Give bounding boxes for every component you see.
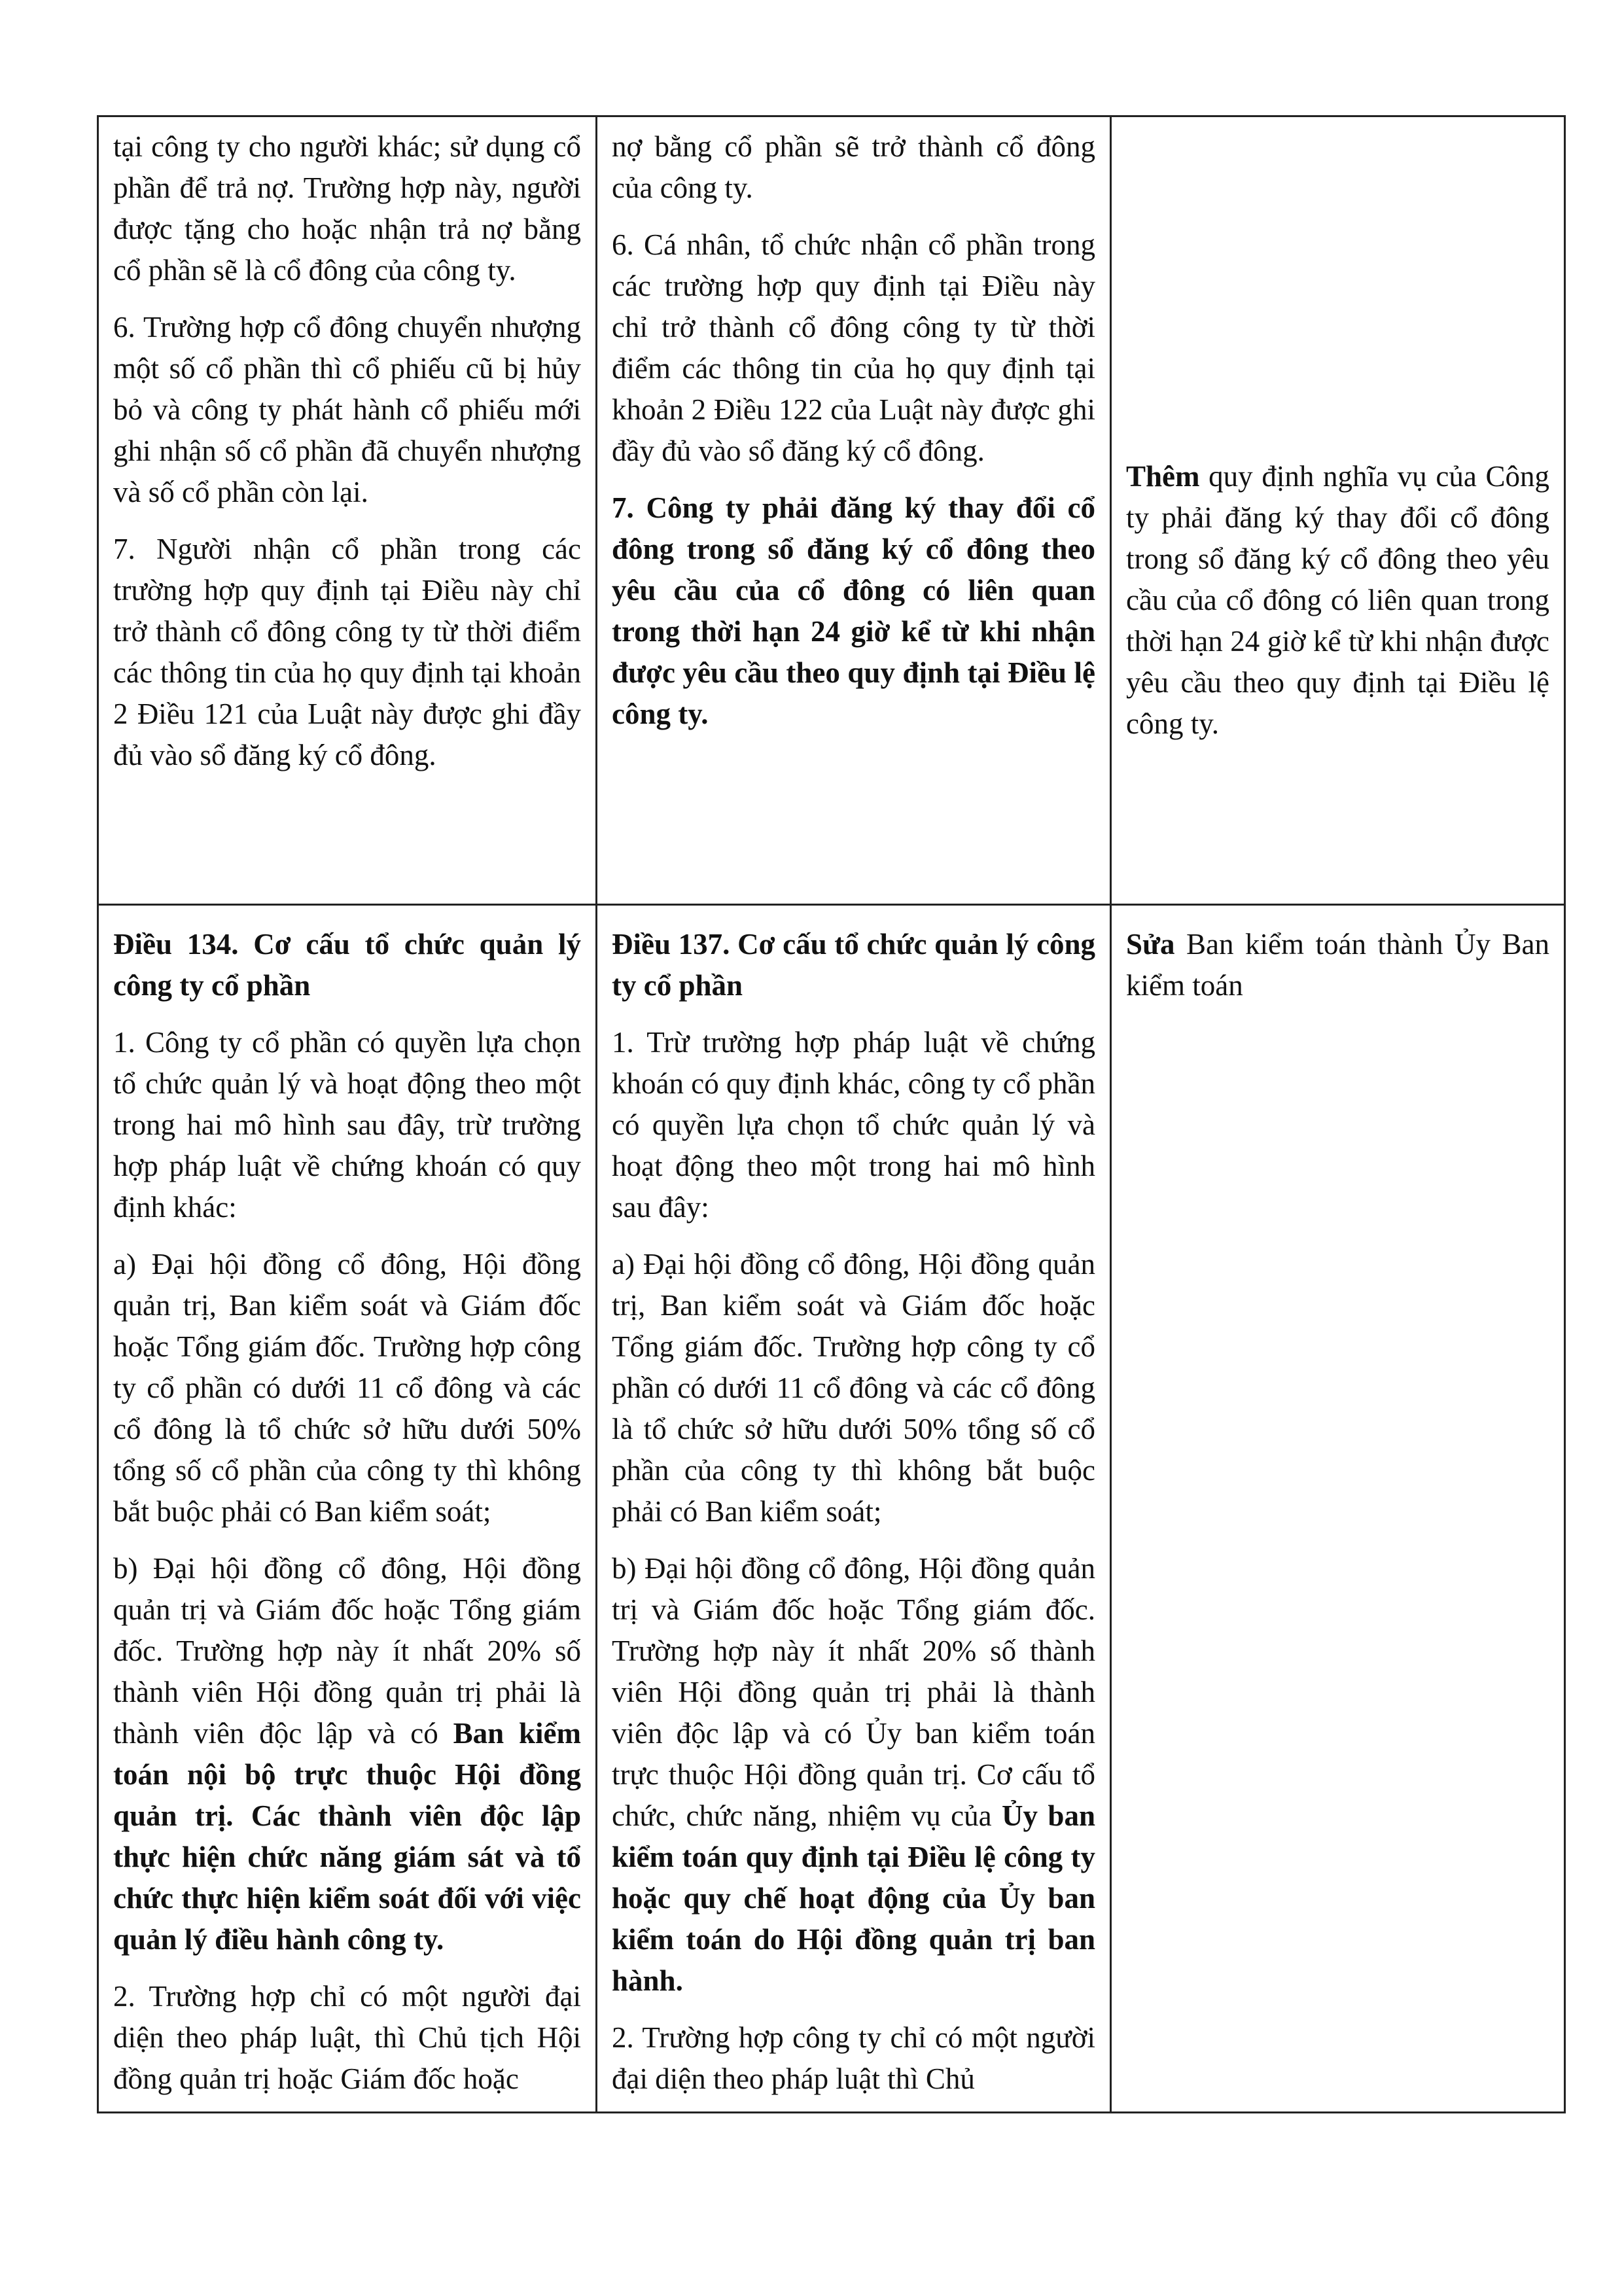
new-paragraph-bold: 7. Công ty phải đăng ký thay đổi cổ đông trong sổ đăng ký cổ đông theo yêu cầu của cổ đông có liên quan trong thời hạn 24 giờ kể từ khi nhận được yêu cầu theo quy định tại Điều lệ công ty. bbox=[612, 491, 1095, 730]
comparison-table bbox=[97, 115, 1566, 2113]
new-text-bold: Ủy ban kiểm toán quy định tại Điều lệ công ty hoặc quy chế hoạt động của Ủy ban kiểm toán do Hội đồng quản trị ban hành. bbox=[612, 1799, 1095, 1997]
old-paragraph: 2. Trường hợp chỉ có một người đại diện theo pháp luật, thì Chủ tịch Hội đồng quản trị hoặc Giám đốc hoặc bbox=[113, 1980, 581, 2095]
change-type: Thêm bbox=[1126, 460, 1200, 493]
new-paragraph: a) Đại hội đồng cổ đông, Hội đồng quản trị, Ban kiểm soát và Giám đốc hoặc Tổng giám đốc. Trường hợp công ty cổ phần có dưới 11 cổ đông và các cổ đông là tổ chức sở hữu dưới 50% tổng số cổ phần của công ty thì không bắt buộc phải có Ban kiểm soát; bbox=[612, 1248, 1095, 1528]
old-text-bold: Ban kiểm toán nội bộ trực thuộc Hội đồng quản trị. Các thành viên độc lập thực hiện chức năng giám sát và tổ chức thực hiện kiểm soát đối với việc quản lý điều hành công ty. bbox=[113, 1717, 581, 1956]
change-note-cell bbox=[1111, 116, 1565, 905]
comparison-document bbox=[97, 115, 1564, 2113]
change-note-cell bbox=[1111, 905, 1565, 2113]
old-law-cell bbox=[98, 905, 597, 2113]
article-title: Điều 137. Cơ cấu tổ chức quản lý công ty cổ phần bbox=[612, 928, 1095, 1002]
article-title: Điều 134. Cơ cấu tổ chức quản lý công ty cổ phần bbox=[113, 928, 581, 1002]
new-law-cell bbox=[597, 116, 1111, 905]
new-paragraph: 2. Trường hợp công ty chỉ có một người đại diện theo pháp luật thì Chủ bbox=[612, 2021, 1095, 2095]
change-description: quy định nghĩa vụ của Công ty phải đăng ký thay đổi cổ đông trong sổ đăng ký cổ đông theo yêu cầu của cổ đông có liên quan trong thời hạn 24 giờ kể từ khi nhận được yêu cầu theo quy định tại Điều lệ công ty. bbox=[1126, 460, 1549, 740]
old-paragraph: tại công ty cho người khác; sử dụng cổ phần để trả nợ. Trường hợp này, người được tặng cho hoặc nhận trả nợ bằng cổ phần sẽ là cổ đông của công ty. bbox=[113, 130, 581, 287]
old-paragraph: a) Đại hội đồng cổ đông, Hội đồng quản trị, Ban kiểm soát và Giám đốc hoặc Tổng giám đốc. Trường hợp công ty cổ phần có dưới 11 cổ đông và các cổ đông là tổ chức sở hữu dưới 50% tổng số cổ phần của công ty thì không bắt buộc phải có Ban kiểm soát; bbox=[113, 1248, 581, 1528]
old-paragraph: 1. Công ty cổ phần có quyền lựa chọn tổ chức quản lý và hoạt động theo một trong hai mô hình sau đây, trừ trường hợp pháp luật về chứng khoán có quy định khác: bbox=[113, 1026, 581, 1224]
new-paragraph: nợ bằng cổ phần sẽ trở thành cổ đông của công ty. bbox=[612, 130, 1095, 204]
old-law-cell bbox=[98, 116, 597, 905]
old-text-plain: b) Đại hội đồng cổ đông, Hội đồng quản trị và Giám đốc hoặc Tổng giám đốc. Trường hợp này ít nhất 20% số thành viên Hội đồng quản trị phải là thành viên độc lập và có bbox=[113, 1552, 581, 1750]
change-type: Sửa bbox=[1126, 928, 1175, 961]
new-text-plain: b) Đại hội đồng cổ đông, Hội đồng quản trị và Giám đốc hoặc Tổng giám đốc. Trường hợp này ít nhất 20% số thành viên Hội đồng quản trị phải là thành viên độc lập và có Ủy ban kiểm toán trực thuộc Hội đồng quản trị. Cơ cấu tổ chức, chức năng, nhiệm vụ của bbox=[612, 1552, 1095, 1832]
old-paragraph: 6. Trường hợp cổ đông chuyển nhượng một số cổ phần thì cổ phiếu cũ bị hủy bỏ và công ty phát hành cổ phiếu mới ghi nhận số cổ phần đã chuyển nhượng và số cổ phần còn lại. bbox=[113, 311, 581, 508]
change-description: Ban kiểm toán thành Ủy Ban kiểm toán bbox=[1126, 928, 1549, 1002]
new-paragraph: 1. Trừ trường hợp pháp luật về chứng khoán có quy định khác, công ty cổ phần có quyền lựa chọn tổ chức quản lý và hoạt động theo một trong hai mô hình sau đây: bbox=[612, 1026, 1095, 1224]
new-paragraph: 6. Cá nhân, tổ chức nhận cổ phần trong các trường hợp quy định tại Điều này chỉ trở thành cổ đông công ty từ thời điểm các thông tin của họ quy định tại khoản 2 Điều 122 của Luật này được ghi đầy đủ vào sổ đăng ký cổ đông. bbox=[612, 228, 1095, 467]
old-paragraph: 7. Người nhận cổ phần trong các trường hợp quy định tại Điều này chỉ trở thành cổ đông công ty từ thời điểm các thông tin của họ quy định tại khoản 2 Điều 121 của Luật này được ghi đầy đủ vào sổ đăng ký cổ đông. bbox=[113, 533, 581, 771]
new-law-cell bbox=[597, 905, 1111, 2113]
table-row bbox=[98, 905, 1565, 2113]
new-paragraph bbox=[612, 1548, 1095, 2002]
change-note bbox=[1126, 924, 1549, 1006]
table-row bbox=[98, 116, 1565, 905]
old-paragraph bbox=[113, 1548, 581, 1960]
change-note bbox=[1126, 456, 1549, 745]
